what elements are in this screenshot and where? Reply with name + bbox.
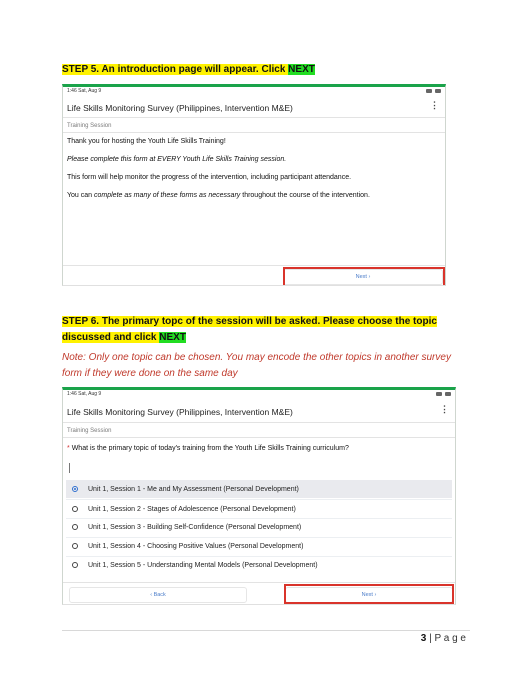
divider <box>63 132 445 133</box>
intro-line-1: Thank you for hosting the Youth Life Skills Training! <box>67 138 226 145</box>
topic-option-5[interactable]: Unit 1, Session 5 - Understanding Mental Models (Personal Development) <box>66 556 452 574</box>
step5-next-highlight: NEXT <box>288 64 315 75</box>
page-number: 3 | P a g e <box>420 633 466 644</box>
radio-icon[interactable] <box>72 506 78 512</box>
intro-page-screenshot <box>62 84 446 286</box>
step6-next-highlight: NEXT <box>159 332 186 343</box>
survey-title: Life Skills Monitoring Survey (Philippines, Intervention M&E) <box>67 407 293 417</box>
next-button-highlight <box>284 584 454 604</box>
divider <box>63 265 445 266</box>
divider <box>63 437 455 438</box>
step5-heading <box>62 62 315 78</box>
wifi-icon <box>426 89 432 93</box>
intro-line-3: This form will help monitor the progress of the intervention, including participant attendance. <box>67 174 352 181</box>
step5-heading-text: STEP 5. An introduction page will appear. Click <box>62 64 286 75</box>
battery-icon <box>445 392 451 396</box>
note-line-2: form if they were done on the same day <box>62 368 238 379</box>
section-label: Training Session <box>67 123 112 129</box>
intro-line-2: Please complete this form at EVERY Youth Life Skills Training session. <box>67 156 287 163</box>
required-marker: * <box>67 445 70 452</box>
more-options-icon[interactable]: ⋮ <box>430 100 439 110</box>
radio-icon[interactable] <box>72 562 78 568</box>
survey-title: Life Skills Monitoring Survey (Philippines, Intervention M&E) <box>67 103 293 113</box>
question-text: * What is the primary topic of today's training from the Youth Life Skills Training curriculum? <box>67 445 349 452</box>
status-time: 1:46 Sat, Aug 9 <box>67 88 102 94</box>
search-cursor[interactable] <box>69 463 70 473</box>
more-options-icon[interactable]: ⋮ <box>440 404 449 414</box>
battery-icon <box>435 89 441 93</box>
note <box>62 350 451 382</box>
footer-divider <box>62 630 470 631</box>
status-time: 1:46 Sat, Aug 9 <box>67 391 102 397</box>
wifi-icon <box>436 392 442 396</box>
topic-option-3[interactable]: Unit 1, Session 3 - Building Self-Confidence (Personal Development) <box>66 518 452 536</box>
divider <box>63 422 455 423</box>
radio-selected-icon[interactable] <box>72 486 78 492</box>
back-button[interactable]: ‹ Back <box>69 587 247 603</box>
section-label: Training Session <box>67 428 112 434</box>
radio-icon[interactable] <box>72 524 78 530</box>
status-bar <box>67 87 441 95</box>
next-button[interactable]: Next › <box>285 587 453 603</box>
topic-option-1[interactable]: Unit 1, Session 1 - Me and My Assessment (Personal Development) <box>66 480 452 498</box>
step6-heading <box>62 314 437 346</box>
note-line-1: Note: Only one topic can be chosen. You may encode the other topics in another survey <box>62 352 451 363</box>
topic-option-2[interactable]: Unit 1, Session 2 - Stages of Adolescence (Personal Development) <box>66 500 452 518</box>
next-button[interactable]: Next › <box>283 269 443 285</box>
topic-selection-screenshot <box>62 387 456 605</box>
step6-heading-line-1: STEP 6. The primary topc of the session will be asked. Please choose the topic <box>62 316 437 327</box>
status-bar <box>67 390 451 398</box>
next-button-highlight <box>283 267 445 286</box>
divider <box>63 582 455 583</box>
divider <box>63 117 445 118</box>
step6-heading-line-2: discussed and click <box>62 332 157 343</box>
topic-option-4[interactable]: Unit 1, Session 4 - Choosing Positive Values (Personal Development) <box>66 537 452 555</box>
intro-line-4: You can complete as many of these forms as necessary throughout the course of the intervention. <box>67 192 370 199</box>
radio-icon[interactable] <box>72 543 78 549</box>
